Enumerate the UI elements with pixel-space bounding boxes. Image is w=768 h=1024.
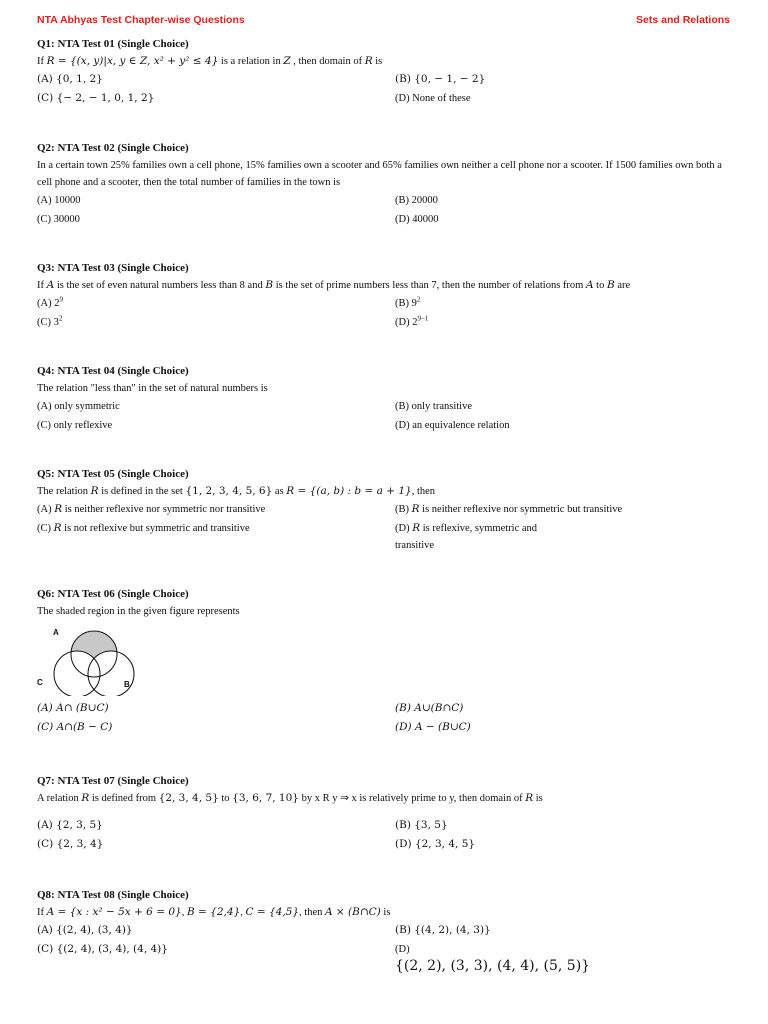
- option-math: R: [53, 522, 62, 534]
- option-a[interactable]: [37, 501, 265, 518]
- stem-math: A × (B∩C): [324, 906, 381, 918]
- option-letter: (B): [395, 504, 412, 515]
- option-c[interactable]: (C) A∩(B − C): [37, 721, 113, 733]
- question-title: Q4: NTA Test 04 (Single Choice): [37, 365, 189, 377]
- stem-math: A: [585, 279, 594, 291]
- option-d[interactable]: (D) an equivalence relation: [395, 420, 510, 431]
- option-c[interactable]: (C) {(2, 4), (3, 4), (4, 4)}: [37, 943, 168, 955]
- page-header: [37, 14, 730, 26]
- stem-text: to: [593, 280, 607, 291]
- option-math: R: [412, 522, 421, 534]
- option-d[interactable]: (D) {2, 3, 4, 5}: [395, 838, 476, 850]
- stem-text: ,: [181, 907, 187, 918]
- stem-text: as: [272, 486, 287, 497]
- stem-math: R = {(a, b) : b = a + 1}: [286, 485, 412, 497]
- question-title: Q7: NTA Test 07 (Single Choice): [37, 775, 189, 787]
- stem-text: by x R y ⇒ x is relatively prime to y, then domain of: [298, 793, 526, 804]
- option-b[interactable]: (B) {3, 5}: [395, 819, 448, 831]
- options: [37, 71, 737, 109]
- stem-text: to: [218, 793, 233, 804]
- stem-math: A: [46, 279, 55, 291]
- option-b[interactable]: (B) {(4, 2), (4, 3)}: [395, 924, 491, 936]
- option-text: is neither reflexive nor symmetric nor transitive: [62, 504, 266, 515]
- option-b[interactable]: [395, 501, 622, 518]
- stem-math: R: [90, 485, 99, 497]
- question-8: [37, 887, 737, 982]
- option-d[interactable]: [395, 520, 575, 554]
- question-title: Q3: NTA Test 03 (Single Choice): [37, 262, 189, 274]
- question-5: [37, 466, 737, 557]
- stem-text: is a relation in: [218, 56, 284, 67]
- option-letter: (A): [37, 504, 55, 515]
- option-text: is reflexive, symmetric and transitive: [395, 523, 538, 551]
- option-a[interactable]: (A) only symmetric: [37, 401, 120, 412]
- options: [37, 700, 737, 738]
- stem-text: , then: [411, 486, 436, 497]
- stem-math: {1, 2, 3, 4, 5, 6}: [185, 485, 273, 497]
- option-math: R: [411, 503, 420, 515]
- option-a[interactable]: [37, 295, 63, 312]
- question-stem: In a certain town 25% families own a cell phone, 15% families own a scooter and 65% families own neither a cell phone nor a scooter. If 1500 families own both a cell phone and a scooter, then the total number of families in the town is: [37, 160, 722, 188]
- option-a[interactable]: (A) 10000: [37, 195, 81, 206]
- question-1: [37, 36, 737, 109]
- option-text: (A) 2: [37, 298, 60, 309]
- stem-math: R: [364, 55, 373, 67]
- stem-text: is defined from: [89, 793, 159, 804]
- option-b[interactable]: (B) only transitive: [395, 401, 472, 412]
- options: [37, 501, 737, 557]
- options: [37, 922, 737, 982]
- options: [37, 192, 737, 230]
- stem-text: is: [372, 56, 383, 67]
- options: [37, 295, 737, 333]
- stem-text: The relation: [37, 486, 91, 497]
- option-a[interactable]: (A) A∩ (B∪C): [37, 702, 109, 714]
- stem-text: is the set of even natural numbers less than 8 and: [54, 280, 266, 291]
- option-b[interactable]: (B) 20000: [395, 195, 438, 206]
- option-a[interactable]: (A) {0, 1, 2}: [37, 73, 103, 85]
- header-chapter-title: Sets and Relations: [636, 14, 730, 26]
- option-text: (B) 9: [395, 298, 417, 309]
- stem-text: , then domain of: [290, 56, 365, 67]
- stem-math: A = {x : x² − 5x + 6 = 0}: [46, 906, 182, 918]
- option-a[interactable]: (A) {(2, 4), (3, 4)}: [37, 924, 133, 936]
- option-text: (D) 2: [395, 317, 418, 328]
- stem-text: ,: [240, 907, 246, 918]
- question-title: Q6: NTA Test 06 (Single Choice): [37, 588, 189, 600]
- option-letter: (D): [395, 523, 413, 534]
- option-b[interactable]: (B) {0, − 1, − 2}: [395, 73, 486, 85]
- stem-math: {2, 3, 4, 5}: [158, 792, 219, 804]
- question-stem: [37, 790, 737, 807]
- question-stem: [37, 277, 737, 294]
- stem-text: are: [614, 280, 631, 291]
- exponent: 9: [59, 295, 63, 304]
- venn-label-c: C: [37, 678, 43, 687]
- stem-text: is: [380, 907, 391, 918]
- stem-math: B: [606, 279, 615, 291]
- question-6: [37, 586, 737, 738]
- option-b[interactable]: [395, 295, 420, 312]
- question-title: Q1: NTA Test 01 (Single Choice): [37, 38, 189, 50]
- venn-label-b: B: [124, 680, 130, 689]
- question-2: [37, 140, 737, 230]
- option-b[interactable]: (B) A∪(B∩C): [395, 702, 464, 714]
- option-c[interactable]: [37, 314, 62, 331]
- question-title: Q5: NTA Test 05 (Single Choice): [37, 468, 189, 480]
- question-title: Q8: NTA Test 08 (Single Choice): [37, 889, 189, 901]
- stem-text: is defined in the set: [98, 486, 186, 497]
- option-text: is neither reflexive nor symmetric but transitive: [419, 504, 623, 515]
- stem-text: A relation: [37, 793, 82, 804]
- stem-text: If: [37, 56, 47, 67]
- exponent: 2: [416, 295, 421, 304]
- stem-math: Z: [283, 55, 291, 67]
- question-title: Q2: NTA Test 02 (Single Choice): [37, 142, 189, 154]
- option-c[interactable]: (C) 30000: [37, 214, 80, 225]
- option-c[interactable]: (C) only reflexive: [37, 420, 113, 431]
- option-math: R: [54, 503, 63, 515]
- option-text: {(2, 2), (3, 3), (4, 4), (5, 5)}: [395, 958, 591, 974]
- stem-math: C = {4,5}: [245, 906, 300, 918]
- option-d[interactable]: (D) None of these: [395, 93, 471, 104]
- question-3: [37, 260, 737, 333]
- question-stem: The shaded region in the given figure represents: [37, 606, 240, 617]
- options: [37, 817, 737, 855]
- stem-math: {3, 6, 7, 10}: [232, 792, 299, 804]
- option-c[interactable]: (C) {2, 3, 4}: [37, 838, 104, 850]
- option-d[interactable]: (D) A − (B∪C): [395, 721, 471, 733]
- venn-diagram: [37, 628, 147, 696]
- question-stem: The relation "less than" in the set of natural numbers is: [37, 383, 268, 394]
- stem-text: is the set of prime numbers less than 7, then the number of relations from: [273, 280, 586, 291]
- option-d[interactable]: [395, 314, 428, 331]
- option-d[interactable]: (D) 40000: [395, 214, 439, 225]
- stem-text: If: [37, 907, 47, 918]
- option-c[interactable]: (C) {− 2, − 1, 0, 1, 2}: [37, 92, 155, 104]
- question-4: [37, 363, 737, 436]
- option-letter: (D): [395, 944, 410, 955]
- venn-label-a: A: [53, 628, 59, 637]
- stem-math: B = {2,4}: [186, 906, 241, 918]
- option-d[interactable]: [395, 941, 590, 976]
- stem-math: R = {(x, y)|x, y ∈ Z, x² + y² ≤ 4}: [46, 55, 219, 67]
- exponent: 9−1: [417, 314, 429, 323]
- question-stem: [37, 53, 737, 70]
- question-stem: [37, 483, 737, 500]
- option-text: is not reflexive but symmetric and transitive: [61, 523, 250, 534]
- stem-math: R: [525, 792, 534, 804]
- stem-text: is: [533, 793, 543, 804]
- option-text: (C) 3: [37, 317, 59, 328]
- options: [37, 398, 737, 436]
- question-7: [37, 773, 737, 855]
- exponent: 2: [58, 314, 63, 323]
- option-letter: (C): [37, 523, 54, 534]
- option-c[interactable]: [37, 520, 250, 537]
- question-stem: [37, 904, 737, 921]
- stem-text: If: [37, 280, 47, 291]
- header-doc-title: NTA Abhyas Test Chapter-wise Questions: [37, 14, 245, 26]
- stem-math: R: [81, 792, 90, 804]
- stem-math: B: [265, 279, 274, 291]
- option-a[interactable]: (A) {2, 3, 5}: [37, 819, 103, 831]
- stem-text: , then: [299, 907, 325, 918]
